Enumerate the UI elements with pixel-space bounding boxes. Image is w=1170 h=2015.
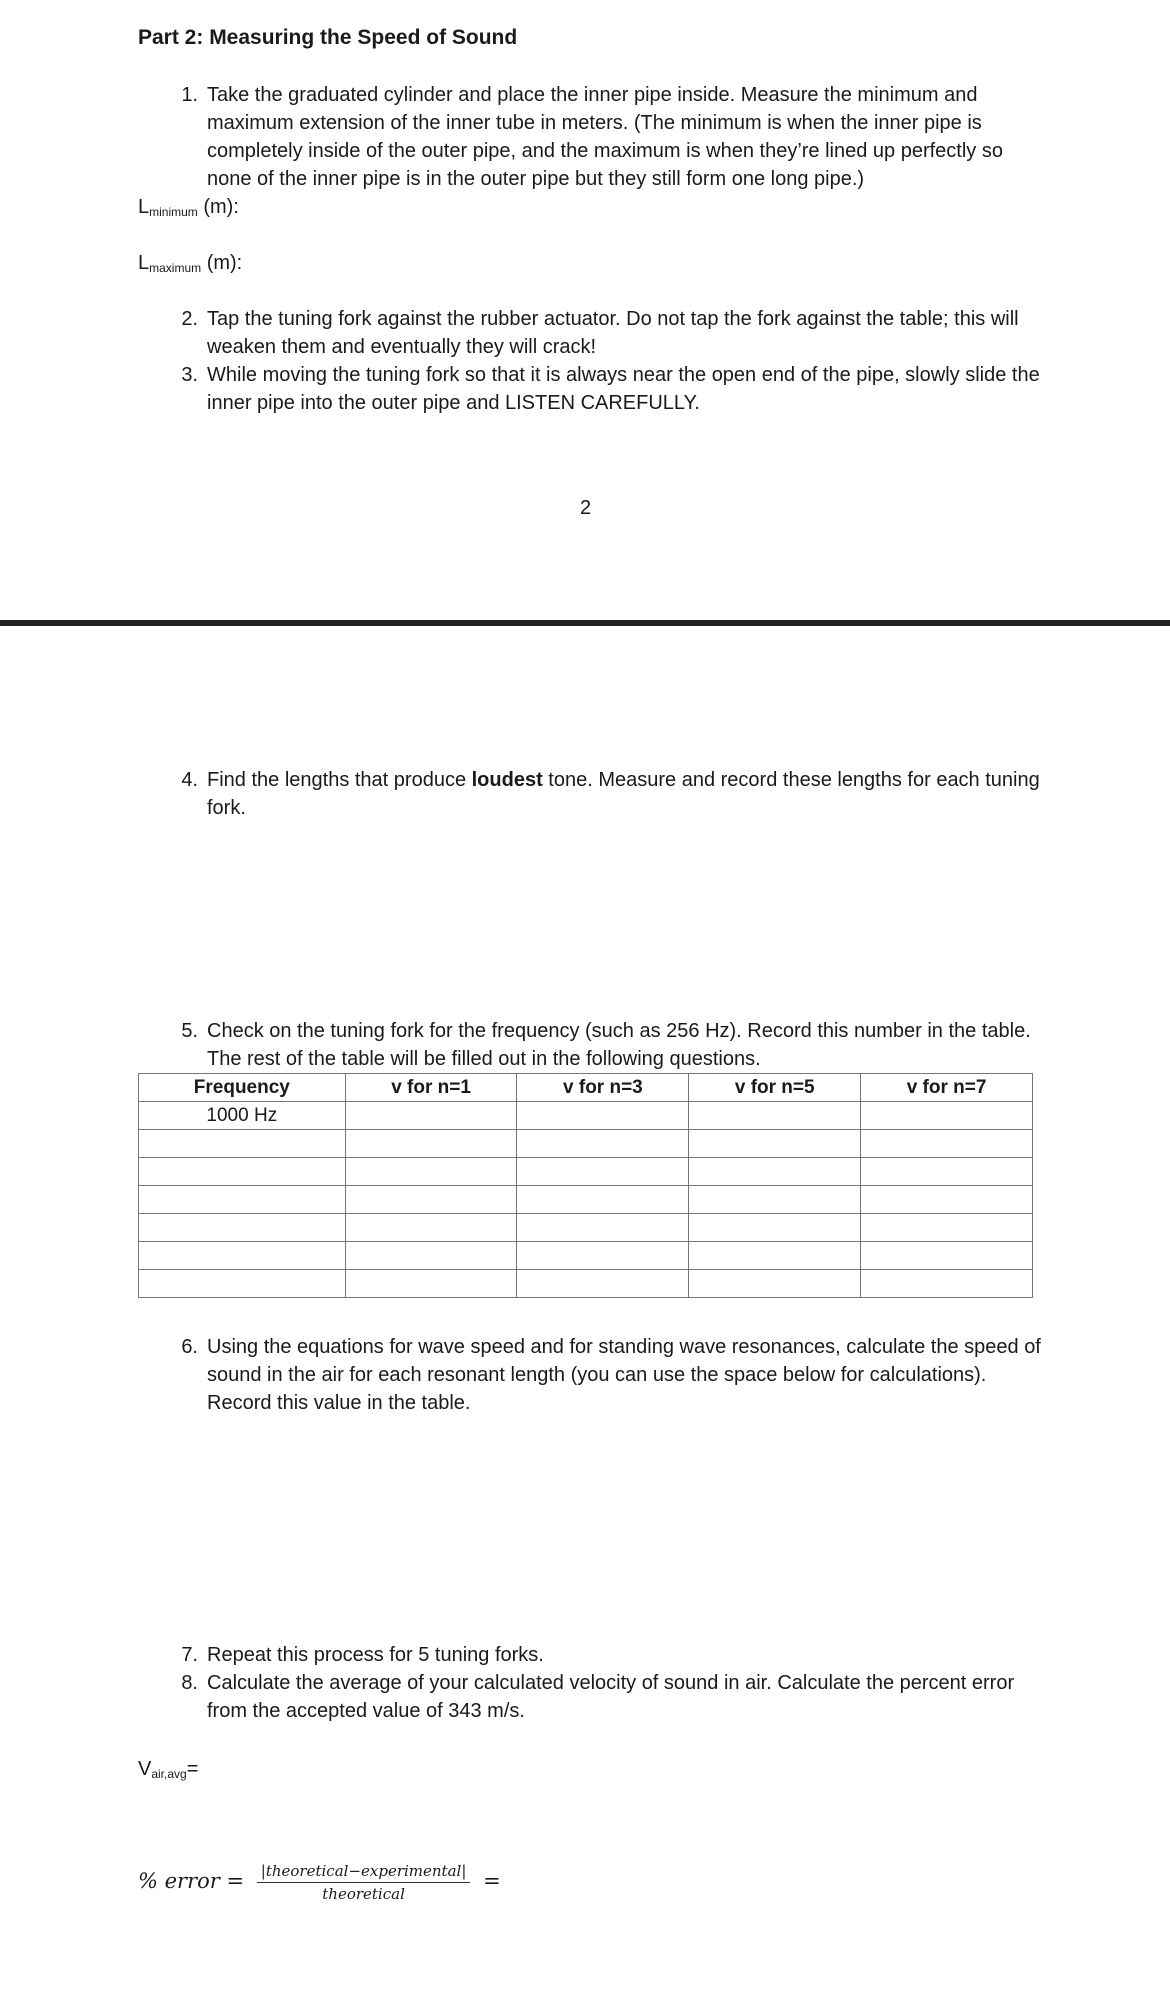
table-cell[interactable]: [517, 1186, 689, 1214]
step-text-before: Find the lengths that produce: [207, 769, 472, 791]
table-cell[interactable]: [861, 1130, 1033, 1158]
formula-denominator: theoretical: [322, 1885, 405, 1903]
table-cell[interactable]: [345, 1242, 517, 1270]
table-cell[interactable]: [517, 1158, 689, 1186]
table-row: [139, 1102, 1033, 1130]
step-text: Repeat this process for 5 tuning forks.: [207, 1644, 544, 1666]
table-row: [139, 1242, 1033, 1270]
page-number: 2: [580, 497, 592, 519]
vavg-field: [138, 1758, 198, 1781]
step-text: Take the graduated cylinder and place the inner pipe inside. Measure the minimum and maximum extension of the inner tube in meters. (The minimum is when the inner pipe is completely inside of the outer pipe, and the maximum is when they’re lined up perfectly so none of the inner pipe is in the outer pipe but they still form one long pipe.): [207, 84, 1003, 190]
header-n1: v for n=1: [345, 1074, 517, 1102]
step-number: 2.: [181, 308, 198, 330]
lmax-unit: (m):: [201, 252, 243, 274]
step-text: Tap the tuning fork against the rubber actuator. Do not tap the fork against the table; this will weaken them and eventually they will crack!: [207, 308, 1019, 358]
section-title: Part 2: Measuring the Speed of Sound: [138, 26, 518, 49]
table-cell[interactable]: [139, 1270, 346, 1298]
table-cell[interactable]: [345, 1186, 517, 1214]
table-cell[interactable]: [139, 1214, 346, 1242]
step-4: [172, 766, 1052, 822]
percent-error-formula: [138, 1862, 501, 1903]
table-row: [139, 1158, 1033, 1186]
frequency-table: [138, 1073, 1033, 1298]
vavg-symbol: V: [138, 1758, 152, 1780]
table-cell[interactable]: [861, 1158, 1033, 1186]
table-row: [139, 1270, 1033, 1298]
lmin-subscript: minimum: [149, 205, 198, 219]
header-frequency: Frequency: [139, 1074, 346, 1102]
step-number: 7.: [181, 1644, 198, 1666]
table-cell[interactable]: [139, 1130, 346, 1158]
table-cell[interactable]: [517, 1102, 689, 1130]
step-text-bold: loudest: [471, 769, 543, 791]
step-6: [172, 1333, 1052, 1417]
table-row: [139, 1214, 1033, 1242]
step-number: 8.: [181, 1672, 198, 1694]
table-cell[interactable]: 1000 Hz: [139, 1102, 346, 1130]
formula-fraction: [257, 1862, 471, 1903]
step-text: While moving the tuning fork so that it is always near the open end of the pipe, slowly slide the inner pipe into the outer pipe and LISTEN CAREFULLY.: [207, 364, 1040, 414]
table-header-row: [139, 1074, 1033, 1102]
table-row: [139, 1186, 1033, 1214]
table-cell[interactable]: [517, 1270, 689, 1298]
table-cell[interactable]: [139, 1186, 346, 1214]
step-7: [172, 1641, 1052, 1669]
step-number: 1.: [181, 84, 198, 106]
step-number: 3.: [181, 364, 198, 386]
table-cell[interactable]: [689, 1242, 861, 1270]
table-cell[interactable]: [139, 1242, 346, 1270]
table-row: [139, 1130, 1033, 1158]
step-2: [172, 305, 1052, 361]
vavg-subscript: air,avg: [151, 1767, 187, 1781]
table-cell[interactable]: [861, 1214, 1033, 1242]
table-cell[interactable]: [345, 1214, 517, 1242]
table-cell[interactable]: [517, 1130, 689, 1158]
step-1: [172, 81, 1052, 193]
table-cell[interactable]: [345, 1158, 517, 1186]
table-cell[interactable]: [689, 1158, 861, 1186]
table-cell[interactable]: [861, 1242, 1033, 1270]
table-cell[interactable]: [517, 1214, 689, 1242]
step-8: [172, 1669, 1052, 1725]
table-cell[interactable]: [861, 1186, 1033, 1214]
step-number: 5.: [181, 1020, 198, 1042]
table-cell[interactable]: [345, 1102, 517, 1130]
lmin-unit: (m):: [197, 196, 239, 218]
table-cell[interactable]: [689, 1270, 861, 1298]
step-number: 4.: [181, 769, 198, 791]
header-n3: v for n=3: [517, 1074, 689, 1102]
step-number: 6.: [181, 1336, 198, 1358]
table-cell[interactable]: [517, 1242, 689, 1270]
header-n5: v for n=5: [689, 1074, 861, 1102]
table-cell[interactable]: [689, 1186, 861, 1214]
formula-rhs: =: [483, 1869, 501, 1893]
formula-numerator: |theoretical−experimental|: [257, 1862, 471, 1883]
step-text: [207, 766, 1052, 822]
table-cell[interactable]: [689, 1102, 861, 1130]
table-cell[interactable]: [861, 1270, 1033, 1298]
lmin-symbol: L: [138, 196, 150, 218]
formula-lhs: % error =: [138, 1869, 245, 1893]
lmin-field: [138, 196, 239, 219]
table-cell[interactable]: [345, 1270, 517, 1298]
step-text: Using the equations for wave speed and for standing wave resonances, calculate the speed of sound in the air for each resonant length (you can use the space below for calculations). Record this value in the table.: [207, 1336, 1041, 1414]
page-divider: [0, 620, 1170, 626]
lmax-symbol: L: [138, 252, 150, 274]
step-text: Calculate the average of your calculated velocity of sound in air. Calculate the percent error from the accepted value of 343 m/s.: [207, 1672, 1015, 1722]
table-cell[interactable]: [861, 1102, 1033, 1130]
step-3: [172, 361, 1052, 417]
table-cell[interactable]: [139, 1158, 346, 1186]
step-text: Check on the tuning fork for the frequency (such as 256 Hz). Record this number in the table. The rest of the table will be filled out in the following questions.: [207, 1020, 1031, 1070]
lmax-field: [138, 252, 242, 275]
table-cell[interactable]: [345, 1130, 517, 1158]
table-cell[interactable]: [689, 1130, 861, 1158]
lmax-subscript: maximum: [149, 261, 202, 275]
step-5: [172, 1017, 1052, 1073]
table-cell[interactable]: [689, 1214, 861, 1242]
step-text-after: tone. Measure and record these lengths for each tuning fork.: [207, 769, 1040, 819]
vavg-equals: =: [186, 1758, 199, 1780]
header-n7: v for n=7: [861, 1074, 1033, 1102]
